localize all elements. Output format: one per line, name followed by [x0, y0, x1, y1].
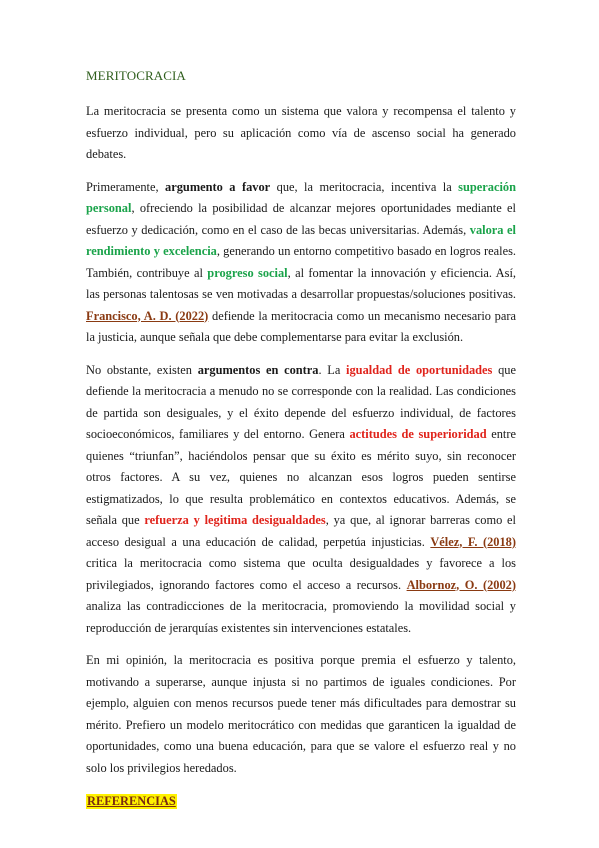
- text-run: entre quienes “triunfan”, haciéndolos pensar que su éxito es mérito suyo, sin reconocer otros factores. A su vez, quienes no alcanzan esos logros pueden sentirse estigmatizados, lo que resulta problemático en contextos educativos. Además, se señala que: [86, 427, 516, 527]
- citation-albornoz-2002[interactable]: Albornoz, O. (2002): [406, 577, 516, 592]
- paragraph-pros: [86, 177, 516, 349]
- text-run: critica la meritocracia como sistema que oculta desigualdades y favorece a los privilegiados, ignorando factores como el acceso a recursos.: [86, 556, 516, 592]
- green-term-valora-rendimiento: valora el rendimiento y excelencia: [86, 222, 516, 258]
- text-run: Primeramente,: [86, 179, 166, 194]
- green-term-superacion-personal: superación personal: [86, 179, 516, 215]
- text-run: defiende la meritocracia como un mecanismo necesario para la justicia, aunque señala que debe complementarse para evitar la exclusión.: [86, 308, 516, 344]
- citation-francisco-2022[interactable]: Francisco, A. D. (2022): [86, 308, 209, 323]
- text-run: . La: [318, 362, 347, 377]
- opinion-paragraph: En mi opinión, la meritocracia es positiva porque premia el esfuerzo y talento, motivando a superarse, aunque injusta si no partimos de iguales condiciones. Por ejemplo, alguien con menos recursos puede tener más dificultades para demostrar su mérito. Prefiero un modelo meritocrático con medidas que garanticen la igualdad de oportunidades, como una buena educación, para que se valore el esfuerzo real y no solo los privilegios heredados.: [86, 653, 516, 775]
- references-heading: REFERENCIAS: [87, 794, 176, 808]
- red-term-actitudes-superioridad: actitudes de superioridad: [349, 427, 487, 441]
- citation-velez-2018[interactable]: Vélez, F. (2018): [430, 534, 516, 549]
- red-term-igualdad-oportunidades: igualdad de oportunidades: [346, 362, 493, 377]
- bold-term-argumentos-en-contra: argumentos en contra: [197, 362, 319, 377]
- page-title: MERITOCRACIA: [86, 68, 186, 83]
- green-term-progreso-social: progreso social: [207, 265, 288, 280]
- text-run: que, la meritocracia, incentiva la: [270, 179, 459, 194]
- bold-term-argumento-a-favor: argumento a favor: [165, 179, 271, 194]
- text-run: , generando un entorno competitivo basado en logros reales. También, contribuye al: [86, 244, 516, 280]
- intro-paragraph: La meritocracia se presenta como un sistema que valora y recompensa el talento y esfuerzo individual, pero su aplicación como vía de ascenso social ha generado debates.: [86, 104, 516, 161]
- text-run: , al fomentar la innovación y eficiencia. Así, las personas talentosas se ven motivadas a desarrollar propuestas/soluciones positivas.: [86, 265, 516, 301]
- paragraph-cons: [86, 360, 516, 640]
- text-run: analiza las contradicciones de la meritocracia, promoviendo la movilidad social y reproducción de jerarquías existentes sin intervenciones estatales.: [86, 599, 516, 635]
- text-run: , ofreciendo la posibilidad de alcanzar mejores oportunidades mediante el esfuerzo y dedicación, como en el caso de las becas universitarias. Además,: [86, 201, 516, 237]
- red-term-refuerza-desigualdades: refuerza y legitima desigualdades: [144, 513, 326, 527]
- text-run: No obstante, existen: [86, 362, 198, 377]
- text-run: que defiende la meritocracia a menudo no se corresponde con la realidad. Las condiciones de partida son desiguales, y el éxito depende del esfuerzo individual, de factores socioeconómicos, familiares y del entorno. Genera: [86, 362, 516, 441]
- text-run: , ya que, al ignorar barreras como el acceso desigual a una educación de calidad, perpetúa injusticias.: [86, 513, 516, 549]
